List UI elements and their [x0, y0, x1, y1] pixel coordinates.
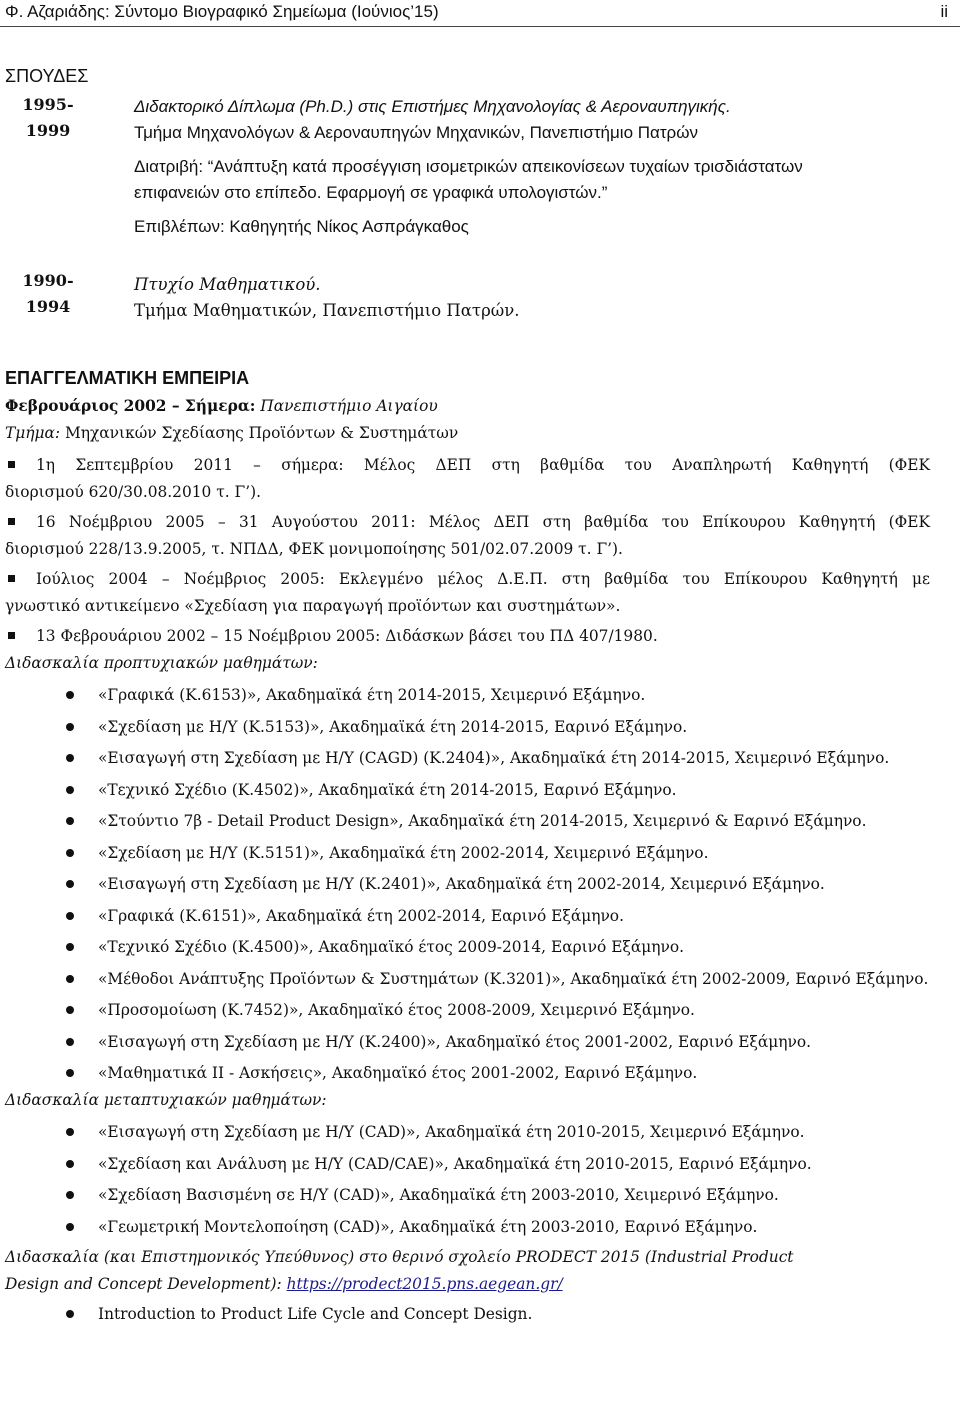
experience-body	[5, 393, 930, 1328]
course-item: «Γραφικά (Κ.6153)», Ακαδημαϊκά έτη 2014-2015, Χειμερινό Εξάμηνο.	[5, 682, 930, 709]
course-item: «Σχεδίαση με Η/Υ (Κ.5153)», Ακαδημαϊκά έτη 2014-2015, Εαρινό Εξάμηνο.	[5, 714, 930, 741]
undergrad-heading: Διδασκαλία προπτυχιακών μαθημάτων:	[5, 653, 318, 672]
department-name: Μηχανικών Σχεδίασης Προϊόντων & Συστημάτων	[64, 423, 459, 442]
course-item: «Μαθηματικά ΙΙ - Ασκήσεις», Ακαδημαϊκό έτος 2001-2002, Εαρινό Εξάμηνο.	[5, 1060, 930, 1087]
education-heading: ΣΠΟΥΔΕΣ	[5, 66, 89, 86]
summer-heading-text: Design and Concept Development):	[5, 1274, 282, 1293]
position-line: Ιούλιος 2004 – Νοέμβριος 2005: Εκλεγμένο μέλος Δ.Ε.Π. στη βαθμίδα του Επίκουρου Καθηγητή με	[36, 570, 930, 588]
department-line	[5, 420, 930, 447]
summer-school-heading	[5, 1244, 930, 1297]
position-line: 13 Φεβρουάριου 2002 – 15 Νοέμβριου 2005: Διδάσκων βάσει του ΠΔ 407/1980.	[36, 627, 658, 645]
position-line: 16 Νοέμβριου 2005 – 31 Αυγούστου 2011: Μέλος ΔΕΠ στη βαθμίδα του Επίκουρου Καθηγητή (ΦΕΚ	[36, 513, 930, 531]
institution: Πανεπιστήμιο Αιγαίου	[260, 397, 438, 415]
degree-year-start: 1990-	[22, 271, 74, 290]
experience-heading: ΕΠΑΓΓΕΛΜΑΤΙΚΗ ΕΜΠΕΙΡΙΑ	[5, 368, 250, 388]
course-item: «Εισαγωγή στη Σχεδίαση με Η/Υ (Κ.2400)», Ακαδημαϊκό έτος 2001-2002, Εαρινό Εξάμηνο.	[5, 1029, 930, 1056]
degree-title: Πτυχίο Μαθηματικού.	[134, 275, 321, 294]
phd-department: Τμήμα Μηχανολόγων & Αεροναυπηγών Μηχανικών, Πανεπιστήμιο Πατρών	[134, 123, 699, 142]
page-header	[5, 2, 948, 26]
phd-supervisor: Επιβλέπων: Καθηγητής Νίκος Ασπράγκαθος	[134, 217, 469, 236]
summer-heading-line: Διδασκαλία (και Επιστημονικός Υπεύθυνος) στο θερινό σχολείο PRODECT 2015 (Industrial Product	[5, 1248, 794, 1266]
course-item: «Τεχνικό Σχέδιο (Κ.4500)», Ακαδημαϊκό έτος 2009-2014, Εαρινό Εξάμηνο.	[5, 934, 930, 961]
phd-title: Διδακτορικό Δίπλωμα (Ph.D.) στις Επιστήμες Μηχανολογίας & Αεροναυπηγικής.	[134, 97, 731, 116]
degree-entry	[134, 272, 954, 324]
phd-year-start: 1995-	[22, 95, 74, 114]
employment-period	[5, 393, 930, 420]
summer-heading-line2	[5, 1271, 930, 1298]
prodect-link[interactable]: https://prodect2015.pns.aegean.gr/	[286, 1274, 563, 1293]
degree-years	[13, 268, 83, 320]
position-item	[5, 509, 930, 562]
degree-department: Τμήμα Μαθηματικών, Πανεπιστήμιο Πατρών.	[134, 301, 520, 320]
undergrad-list	[5, 682, 930, 1087]
postgrad-list	[5, 1119, 930, 1240]
position-line: διορισμού 620/30.08.2010 τ. Γ’).	[5, 482, 262, 501]
course-item: «Στούντιο 7β - Detail Product Design», Ακαδημαϊκά έτη 2014-2015, Χειμερινό & Εαρινό Εξάμηνο.	[5, 808, 930, 835]
course-item: «Γεωμετρική Μοντελοποίηση (CAD)», Ακαδημαϊκά έτη 2003-2010, Εαρινό Εξάμηνο.	[5, 1214, 930, 1241]
course-item: «Εισαγωγή στη Σχεδίαση με Η/Υ (CAGD) (Κ.2404)», Ακαδημαϊκά έτη 2014-2015, Χειμερινό Εξάμηνο.	[5, 745, 930, 772]
postgrad-heading: Διδασκαλία μεταπτυχιακών μαθημάτων:	[5, 1090, 327, 1109]
position-line: διορισμού 228/13.9.2005, τ. ΝΠΔΔ, ΦΕΚ μονιμοποίησης 501/02.07.2009 τ. Γ’).	[5, 539, 623, 558]
course-item: «Τεχνικό Σχέδιο (Κ.4502)», Ακαδημαϊκά έτη 2014-2015, Εαρινό Εξάμηνο.	[5, 777, 930, 804]
department-label: Τμήμα:	[5, 423, 61, 442]
phd-year-end: 1999	[25, 121, 71, 140]
header-rule	[0, 26, 960, 27]
degree-year-end: 1994	[25, 297, 71, 316]
summer-item: Introduction to Product Life Cycle and Concept Design.	[5, 1301, 930, 1328]
positions-list	[5, 452, 930, 650]
position-line: 1η Σεπτεμβρίου 2011 – σήμερα: Μέλος ΔΕΠ στη βαθμίδα του Αναπληρωτή Καθηγητή (ΦΕΚ	[36, 456, 930, 474]
phd-years	[13, 92, 83, 144]
phd-thesis-line2: επιφανειών στο επίπεδο. Εφαρμογή σε γραφικά υπολογιστών.”	[134, 183, 608, 202]
course-item: «Σχεδίαση και Ανάλυση με Η/Υ (CAD/CAE)», Ακαδημαϊκά έτη 2010-2015, Εαρινό Εξάμηνο.	[5, 1151, 930, 1178]
page-number: ii	[940, 2, 948, 21]
header-title: Φ. Αζαριάδης: Σύντομο Βιογραφικό Σημείωμα (Ιούνιος’15)	[5, 2, 439, 21]
phd-entry	[134, 94, 954, 240]
position-item	[5, 566, 930, 619]
position-item	[5, 623, 930, 650]
course-item: «Σχεδίαση με Η/Υ (Κ.5151)», Ακαδημαϊκά έτη 2002-2014, Χειμερινό Εξάμηνο.	[5, 840, 930, 867]
period-dates: Φεβρουάριος 2002 – Σήμερα:	[5, 397, 256, 415]
position-line: γνωστικό αντικείμενο «Σχεδίαση για παραγωγή προϊόντων και συστημάτων».	[5, 596, 621, 615]
summer-list	[5, 1301, 930, 1328]
course-item: «Γραφικά (Κ.6151)», Ακαδημαϊκά έτη 2002-2014, Εαρινό Εξάμηνο.	[5, 903, 930, 930]
phd-thesis-line1: Διατριβή: “Ανάπτυξη κατά προσέγγιση ισομετρικών απεικονίσεων τυχαίων τρισδιάστατων	[134, 157, 803, 176]
course-item: «Μέθοδοι Ανάπτυξης Προϊόντων & Συστημάτων (Κ.3201)», Ακαδημαϊκά έτη 2002-2009, Εαρινό Εξάμηνο.	[5, 966, 930, 993]
course-item: «Εισαγωγή στη Σχεδίαση με Η/Υ (CAD)», Ακαδημαϊκά έτη 2010-2015, Χειμερινό Εξάμηνο.	[5, 1119, 930, 1146]
position-item	[5, 452, 930, 505]
course-item: «Σχεδίαση Βασισμένη σε Η/Υ (CAD)», Ακαδημαϊκά έτη 2003-2010, Χειμερινό Εξάμηνο.	[5, 1182, 930, 1209]
course-item: «Προσομοίωση (Κ.7452)», Ακαδημαϊκό έτος 2008-2009, Χειμερινό Εξάμηνο.	[5, 997, 930, 1024]
course-item: «Εισαγωγή στη Σχεδίαση με Η/Υ (Κ.2401)», Ακαδημαϊκά έτη 2002-2014, Χειμερινό Εξάμηνο.	[5, 871, 930, 898]
